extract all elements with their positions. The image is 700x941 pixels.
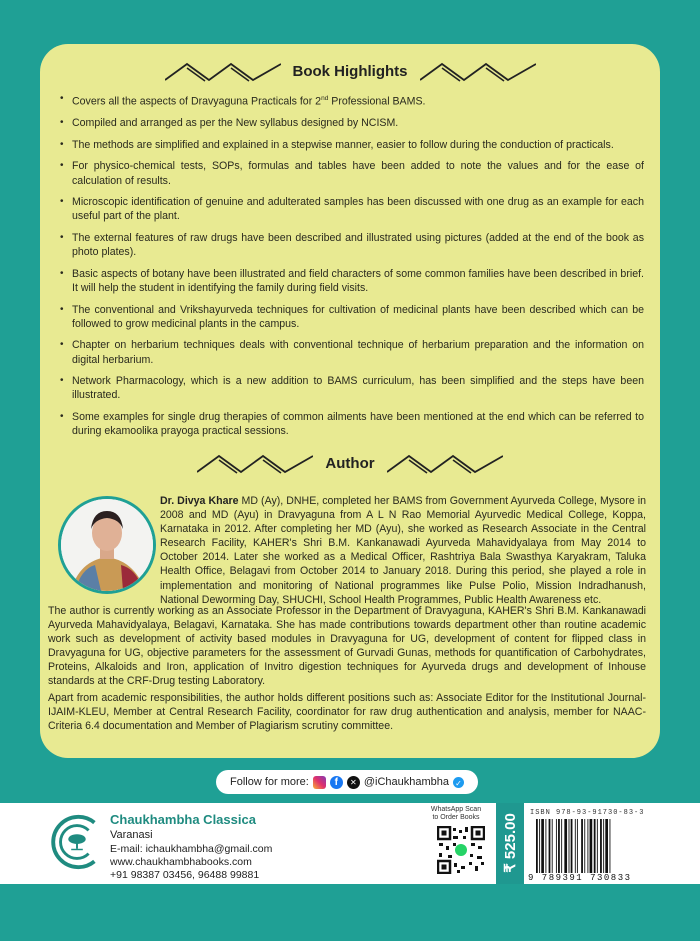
barcode-bar	[603, 819, 604, 873]
highlight-text: The external features of raw drugs have been described and illustrated using pictures (added at the end of the book as photo plates).	[72, 231, 644, 259]
highlight-text: Network Pharmacology, which is a new addition to BAMS curriculum, has been simplified and the steps have been illustrated.	[72, 375, 644, 402]
barcode-box	[524, 803, 700, 884]
price: ₹ 525.00	[502, 813, 519, 873]
highlight-text: Compiled and arranged as per the New syllabus designed by NCISM.	[72, 117, 399, 130]
highlights-title: Book Highlights	[292, 62, 408, 80]
highlight-text: Some examples for single drug therapies of common ailments have been mentioned at the end which can be referred to during ekamoolika prayoga practical sessions.	[72, 410, 644, 438]
highlight-text: Covers all the aspects of Dravyaguna Practicals for 2	[72, 95, 322, 108]
social-follow-bar	[216, 770, 478, 794]
isbn-barcode	[536, 819, 646, 873]
barcode-bar	[539, 819, 540, 873]
author-bio-1: MD (Ay), DNHE, completed her BAMS from Government Ayurveda College, Mysore in 2008 and MD (Ayu) in Dravyaguna from A L N Rao Memorial Ayurvedic Medical College, Koppa, Karnataka in 2012. After completing her MD (Ayu), she worked as Research Associate in the Central Research Facility, KAHER's Shri B.M. Kankanawadi Ayurveda Mahavidyalaya from May 2014 to October 2014. Later she worked as a Medical Officer, Rashtriya Bala Swasthya Karyakram, Taluka Health Office, Belagavi from October 2014 to January 2018. During this period, she played a role in implementation and monitoring of National programmes like Pulse Polio, Mission Indradhanush, National Deworming Day, SHUCHI, School Health Programmes, Public Health Awareness etc.	[160, 495, 646, 606]
barcode-bar	[552, 819, 553, 873]
barcode-bar	[541, 819, 544, 873]
highlight-item	[60, 159, 644, 187]
author-title: Author	[325, 454, 375, 472]
highlight-item	[60, 195, 644, 223]
barcode-bar	[564, 819, 567, 873]
highlight-item	[60, 231, 644, 259]
barcode-bar	[590, 819, 593, 873]
barcode-bar	[569, 819, 570, 873]
highlight-text: Chapter on herbarium techniques deals with conventional technique of herbarium preparation and the information on digital herbarium.	[72, 339, 644, 366]
zigzag-ornament-icon	[165, 60, 281, 82]
highlight-text: The conventional and Vrikshayurveda techniques for cultivation of medicinal plants have been described which can be followed to grow medicinal plants in the campus.	[72, 303, 644, 330]
publisher-name: Chaukhambha Classica	[110, 812, 256, 827]
barcode-bar	[577, 819, 578, 873]
whatsapp-icon	[455, 844, 467, 856]
social-handle[interactable]: @iChaukhambha	[363, 776, 450, 788]
facebook-icon[interactable]: f	[330, 776, 343, 789]
highlight-item	[60, 338, 644, 366]
isbn-digits: 9 789391 730833	[528, 873, 632, 883]
content-panel	[40, 44, 660, 758]
highlights-list	[60, 92, 644, 446]
price-band	[496, 803, 524, 884]
instagram-icon[interactable]	[313, 776, 326, 789]
barcode-bar	[600, 819, 602, 873]
barcode-bar	[594, 819, 596, 873]
barcode-bar	[605, 819, 608, 873]
barcode-bar	[610, 819, 611, 873]
x-icon[interactable]: ✕	[347, 776, 360, 789]
barcode-bar	[581, 819, 583, 873]
highlight-text: Microscopic identification of genuine and adulterated samples has been discussed with one drug as an example for each useful part of the plant.	[72, 196, 644, 223]
highlight-superscript: nd	[321, 95, 329, 102]
verified-icon: ✓	[453, 777, 464, 788]
barcode-bar	[545, 819, 546, 873]
publisher-city: Varanasi	[110, 829, 153, 841]
highlight-item	[60, 374, 644, 402]
highlight-item	[60, 303, 644, 331]
order-label-line-1: WhatsApp Scan	[430, 806, 482, 813]
highlight-text: Basic aspects of botany have been illustrated and field characters of some common families have been described in brief. It will help the student in identifying the family during field visits.	[72, 267, 644, 294]
highlight-item	[60, 92, 644, 109]
barcode-bar	[571, 819, 573, 873]
highlight-text: The methods are simplified and explained in a stepwise manner, easier to follow during the conduction of practicals.	[72, 138, 614, 151]
author-bio-intro	[160, 494, 646, 607]
author-bio-3: Apart from academic responsibilities, the author holds different positions such as: Associate Editor for the Institutional Journal- IJAIM-KLEU, Member at Central Research Facility, coordinator for raw drug authentication and analysis, member for NAAC- Criteria 6.4 documentation and Member of Plagiarism scrutiny committee.	[48, 692, 646, 733]
zigzag-ornament-icon	[420, 60, 536, 82]
isbn-label: ISBN 978-93-91730-83-3	[530, 809, 645, 817]
highlight-item	[60, 116, 644, 130]
barcode-bar	[587, 819, 588, 873]
highlight-item	[60, 138, 644, 152]
barcode-bar	[549, 819, 551, 873]
publisher-email[interactable]: E-mail: ichaukhambha@gmail.com	[110, 843, 273, 855]
barcode-bar	[558, 819, 560, 873]
publisher-logo-icon	[48, 813, 106, 871]
highlight-text: For physico-chemical tests, SOPs, formulas and tables have been added to note the values and for the ease of calculation of results.	[72, 160, 644, 187]
qr-code[interactable]	[437, 826, 485, 874]
zigzag-ornament-icon	[387, 452, 503, 474]
order-label-line-2: to Order Books	[432, 814, 480, 821]
highlights-heading	[40, 60, 660, 82]
barcode-bar	[575, 819, 576, 873]
author-name: Dr. Divya Khare	[160, 495, 239, 507]
zigzag-ornament-icon	[197, 452, 313, 474]
barcode-bar	[597, 819, 598, 873]
barcode-bar	[536, 819, 538, 873]
publisher-website[interactable]: www.chaukhambhabooks.com	[110, 856, 252, 868]
barcode-bar	[584, 819, 585, 873]
author-bio-2: The author is currently working as an Associate Professor in the Department of Dravyaguna, KAHER's Shri B.M. Kankanawadi Ayurveda Mahavidyalaya, Belagavi, Karnataka. She has made contributions towards department other than routine academic work such as development of activity based modules in Dravyaguna for UG, development of content for flipped class in Dravyaguna for UG, objective parameters for the assessment of Gurvadi Gunas, methods for quantification of Carbohydrates, Proteins, Alkaloids and Iron, application of Invitro digestion techniques for Ayurveda drugs and development of Inhouse standards at the CRF-Drug testing Laboratory.	[48, 605, 646, 688]
highlight-item	[60, 267, 644, 295]
highlight-text-tail: Professional BAMS.	[328, 95, 426, 108]
highlight-item	[60, 410, 644, 438]
follow-label: Follow for more:	[229, 776, 309, 788]
barcode-bar	[561, 819, 562, 873]
author-heading	[40, 452, 660, 474]
barcode-bar	[556, 819, 557, 873]
whatsapp-order-label	[420, 806, 492, 822]
publisher-phone: +91 98387 03456, 96488 99881	[110, 869, 260, 881]
author-photo	[58, 496, 156, 594]
